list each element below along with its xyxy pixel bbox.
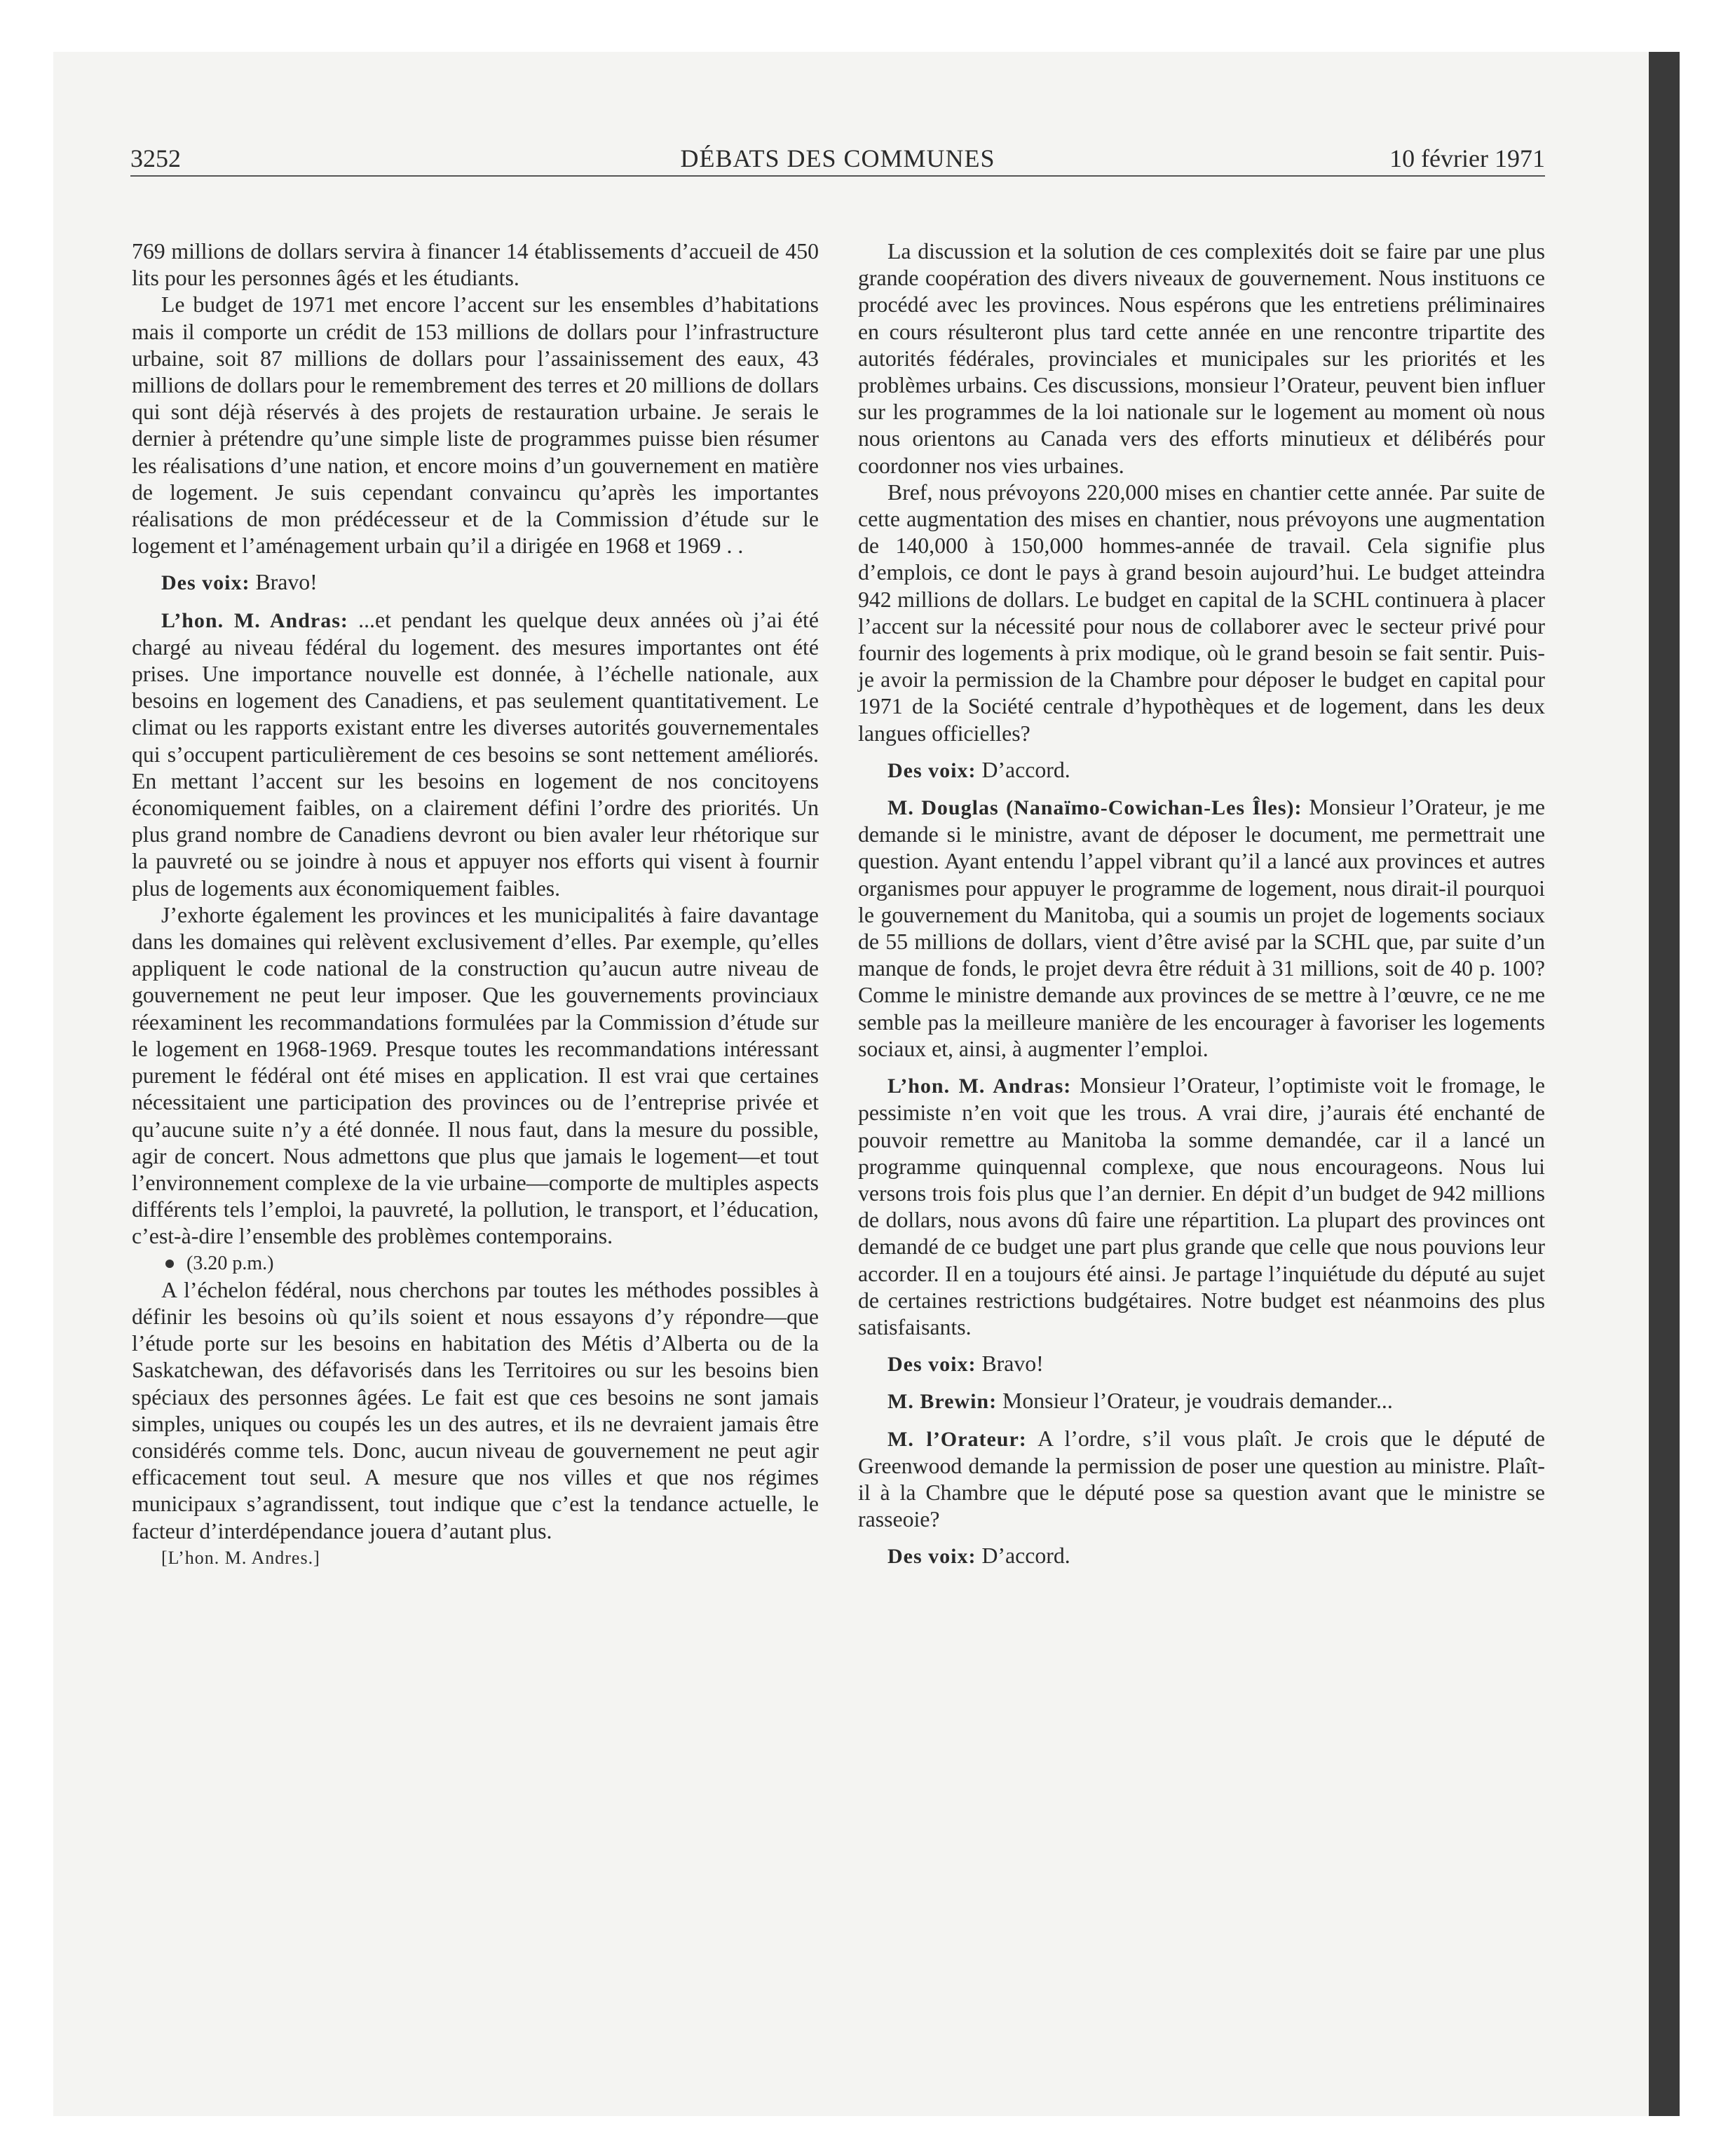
speaker-name: Des voix: xyxy=(887,758,977,782)
speech xyxy=(858,757,1545,784)
page-number: 3252 xyxy=(130,144,181,172)
speech xyxy=(858,1426,1545,1534)
paragraph: A l’échelon fédéral, nous cherchons par toutes les méthodes possibles à définir les besoins où qu’ils soient et nous essayons d’y répondre—que l’étude porte sur les besoins en habitation des Métis d’Alberta ou de la Saskatchewan, des défavorisés dans les Territoires ou sur les besoins bien spéciaux des personnes âgées. Le fait est que ces besoins ne sont jamais simples, uniques ou coupés les un des autres, et ils ne devraient jamais être considérés comme tels. Donc, aucun niveau de gouvernement ne peut agir efficacement tout seul. A mesure que nos villes et que nos régimes municipaux s’agrandissent, tout indique que c’est la tendance actuelle, le facteur d’interdépendance jouera d’autant plus. xyxy=(132,1277,819,1543)
speaker-name: L’hon. M. Andras: xyxy=(887,1074,1072,1098)
speech xyxy=(858,1543,1545,1570)
paragraph: Bref, nous prévoyons 220,000 mises en chantier cette année. Par suite de cette augmentation des mises en chantier, nous prévoyons une augmentation de 140,000 à 150,000 hommes-année de travail. Cela signifie plus d’emplois, ce dont le pays à grand besoin aujourd’hui. Le budget atteindra 942 millions de dollars. Le budget en capital de la SCHL continuera à placer l’accent sur la nécessité pour nous de collaborer avec le secteur privé pour fournir des logements à prix modique, où le grand besoin se fait sentir. Puis-je avoir la permission de la Chambre pour déposer le budget en capital pour 1971 de la Société centrale d’hypothèques et de logement, dans les deux langues officielles? xyxy=(858,479,1545,746)
speaker-name: L’hon. M. Andras: xyxy=(161,608,348,632)
speech-text: Bravo! xyxy=(255,570,318,595)
speech xyxy=(858,1072,1545,1341)
speech-text: ...et pendant les quelque deux années où j’ai été chargé au niveau fédéral du logement. des mesures importantes ont été prises. Une importance nouvelle est donnée, à l’échelle nationale, aux besoins en logement des Canadiens, et pas seulement quantitativement. Le climat ou les rapports existant entre les diverses autorités gouvernementales qui s’occupent particulièrement de ces besoins se sont nettement améliorés. En mettant l’accent sur les besoins en logement de nos concitoyens économiquement faibles, on a clairement défini l’ordre des priorités. Un plus grand nombre de Canadiens devront ou bien avaler leur rhétorique sur la pauvreté ou se joindre à nous et appuyer nos efforts qui visent à fournir plus de logements aux économiquement faibles. xyxy=(132,607,819,901)
speech-text: D’accord. xyxy=(981,1543,1070,1569)
speech xyxy=(132,607,819,902)
speech xyxy=(132,569,819,596)
header-rule xyxy=(130,175,1545,177)
speech-text: Monsieur l’Orateur, je me demande si le ministre, avant de déposer le document, me permettrait une question. Ayant entendu l’appel vibrant qu’il a lancé aux provinces et autres organismes pour appuyer le programme de logement, nous dirait-il pourquoi le gouvernement du Manitoba, qui a soumis un projet de logements sociaux de 55 millions de dollars, vient d’être avisé par la SCHL que, par suite d’un manque de fonds, le projet devra être réduit à 31 millions, soit de 40 p. 100? Comme le ministre demande aux provinces de se mettre à l’œuvre, ce ne me semble pas la meilleure manière de les encourager à favoriser les logements sociaux et, ainsi, à augmenter l’emploi. xyxy=(858,795,1545,1061)
paragraph: Le budget de 1971 met encore l’accent sur les ensembles d’habitations mais il comporte un crédit de 153 millions de dollars pour l’infrastructure urbaine, soit 87 millions de dollars pour l’assainissement des eaux, 43 millions de dollars pour le remembrement des terres et 20 millions de dollars qui sont déjà réservés à des projets de restauration urbaine. Je serais le dernier à prétendre qu’une simple liste de programmes puisse bien résumer les réalisations d’une nation, et encore moins d’un gouvernement en matière de logement. Je suis cependant convaincu qu’après les importantes réalisations de mon prédécesseur et de la Commission d’étude sur le logement et l’aménagement urbain qu’il a dirigée en 1968 et 1969 . . xyxy=(132,292,819,559)
speaker-name: M. l’Orateur: xyxy=(887,1427,1027,1451)
speech-text: Monsieur l’Orateur, l’optimiste voit le fromage, le pessimiste n’en voit que les trous. A vrai dire, j’aurais été enchanté de pouvoir remettre au Manitoba la somme demandée, car il a lancé un programme quinquennal complexe, que nous encourageons. Nous lui versons trois fois plus que l’an dernier. En dépit d’un budget de 942 millions de dollars, nous avons dû faire une répartition. La plupart des provinces ont demandé de ce budget une part plus grande que celle que nous pouvions leur accorder. Il en a toujours été ainsi. Je partage l’inquiétude du député au sujet de certaines restrictions budgétaires. Notre budget est néanmoins des plus satisfaisants. xyxy=(858,1073,1545,1339)
publication-date: 10 février 1971 xyxy=(1389,144,1545,172)
speaker-name: Des voix: xyxy=(887,1353,977,1377)
paragraph: J’exhorte également les provinces et les municipalités à faire davantage dans les domaines qui relèvent exclusivement d’elles. Par exemple, qu’elles appliquent le code national de la construction qu’aucun autre niveau de gouvernement ne peut leur imposer. Que les gouvernements provinciaux réexaminent les recommandations formulées par la Commission d’étude sur le logement en 1968-1969. Presque toutes les recommandations intéressant purement le fédéral ont été mises en application. Il est vrai que certaines nécessitaient une participation des provinces ou de l’entreprise privée et qu’aucune suite n’y a été donnée. Il nous faut, dans la mesure du possible, agir de concert. Nous admettons que plus que jamais le logement—et tout l’environnement complexe de la vie urbaine—comporte de multiples aspects différents tels l’emploi, la pauvreté, la pollution, le transport, et l’éducation, c’est-à-dire l’ensemble des problèmes contemporains. xyxy=(132,902,819,1249)
right-column xyxy=(858,238,1545,1571)
paragraph: 769 millions de dollars servira à financer 14 établissements d’accueil de 450 lits pour les personnes âgés et les étudiants. xyxy=(132,239,819,291)
speech-text: Bravo! xyxy=(981,1351,1044,1377)
scan-edge-bar xyxy=(1649,52,1680,2116)
speech-text: A l’ordre, s’il vous plaît. Je crois que le député de Greenwood demande la permission de poser une question au ministre. Plaît-il à la Chambre que le député pose sa question avant que le ministre se rasseoie? xyxy=(858,1426,1545,1532)
time-stamp: (3.20 p.m.) xyxy=(186,1252,274,1274)
bullet-icon xyxy=(165,1260,174,1268)
speech xyxy=(858,1388,1545,1415)
speaker-name: Des voix: xyxy=(161,571,250,595)
speaker-name: Des voix: xyxy=(887,1545,977,1569)
speech-text: Monsieur l’Orateur, je voudrais demander... xyxy=(1002,1389,1393,1414)
paragraph: La discussion et la solution de ces complexités doit se faire par une plus grande coopération des divers niveaux de gouvernement. Nous instituons ce procédé avec les provinces. Nous espérons que les entretiens préliminaires en cours résulteront plus tard cette année en une rencontre tripartite des autorités fédérales, provinciales et municipales sur les priorités et les problèmes urbains. Ces discussions, monsieur l’Orateur, peuvent bien influer sur les programmes de la loi nationale sur le logement au moment où nous nous orientons au Canada vers des efforts minutieux et délibérés pour coordonner nos vies urbaines. xyxy=(858,239,1545,478)
speaker-attribution: [L’hon. M. Andres.] xyxy=(161,1547,320,1568)
left-column xyxy=(132,238,819,1571)
publication-title: DÉBATS DES COMMUNES xyxy=(680,144,995,172)
speaker-name: M. Brewin: xyxy=(887,1390,998,1414)
speech xyxy=(858,1351,1545,1378)
speech xyxy=(858,794,1545,1063)
speech-text: D’accord. xyxy=(981,757,1070,782)
speaker-name: M. Douglas (Nanaïmo-Cowichan-Les Îles): xyxy=(887,796,1302,820)
time-marker xyxy=(132,1250,819,1277)
